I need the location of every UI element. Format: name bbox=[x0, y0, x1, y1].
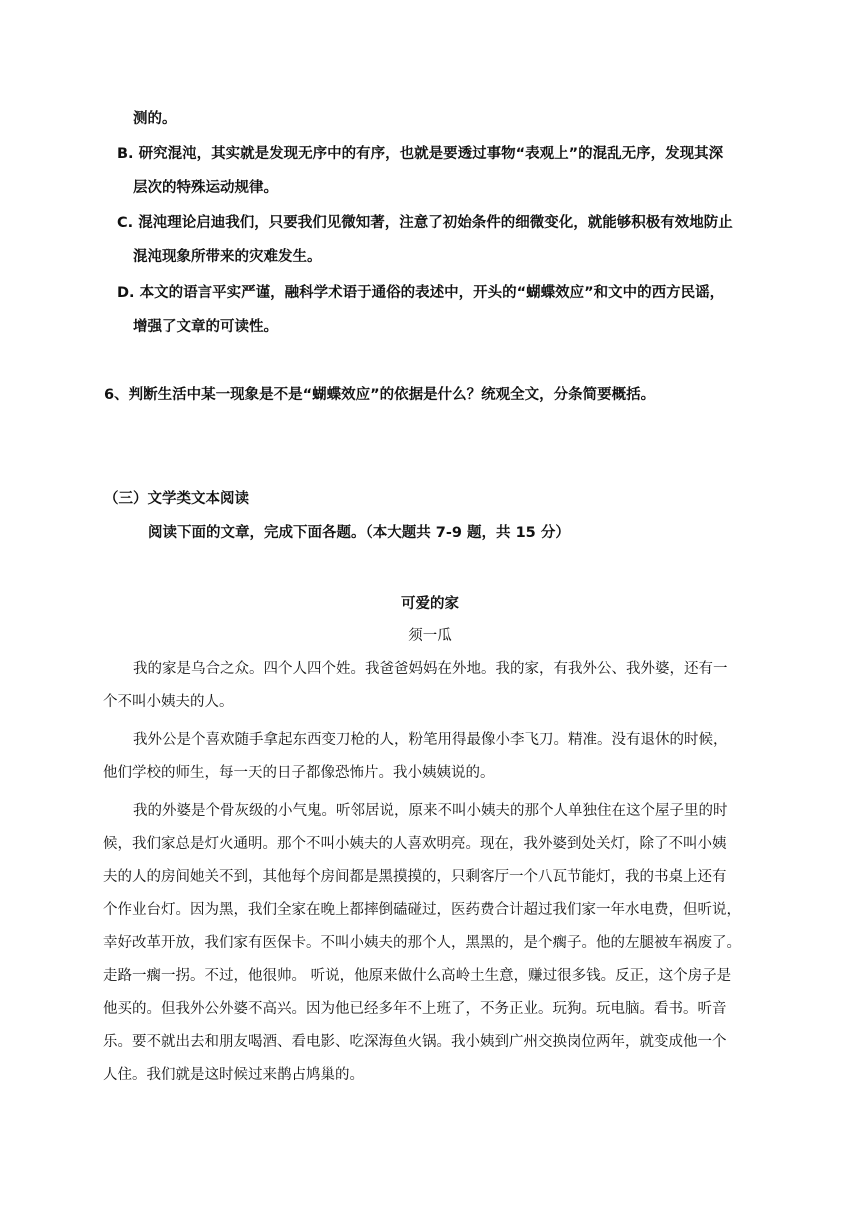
article-p2-line2: 他们学校的师生，每一天的日子都像恐怖片。我小姨姨说的。 bbox=[103, 765, 495, 781]
option-c-line1: C. 混沌理论启迪我们，只要我们见微知著，注意了初始条件的细微变化，就能够积极有效地防止 bbox=[117, 215, 733, 231]
option-b-line1: B. 研究混沌，其实就是发现无序中的有序，也就是要透过事物“表观上”的混乱无序，发现其深 bbox=[117, 146, 724, 162]
section-instruction: 阅读下面的文章，完成下面各题。（本大题共 7-9 题，共 15 分） bbox=[148, 525, 570, 541]
article-p3-line6: 走路一瘸一拐。不过，他很帅。 听说，他原来做什么高岭土生意，赚过很多钱。反正，这个房子是 bbox=[103, 968, 732, 984]
option-a-tail: 测的。 bbox=[133, 111, 177, 127]
section-heading: （三）文学类文本阅读 bbox=[104, 491, 249, 507]
article-p3-line2: 候，我们家总是灯火通明。那个不叫小姨夫的人喜欢明亮。现在，我外婆到处关灯，除了不叫小姨 bbox=[103, 836, 727, 852]
article-p3-line3: 夫的人的房间她关不到，其他每个房间都是黑摸摸的，只剩客厅一个八瓦节能灯，我的书桌上还有 bbox=[103, 869, 727, 885]
option-c-line2: 混沌现象所带来的灾难发生。 bbox=[133, 249, 322, 265]
option-d-line1: D. 本文的语言平实严谨，融科学术语于通俗的表述中，开头的“蝴蝶效应”和文中的西方民谣， bbox=[117, 285, 725, 301]
article-p3-line8: 乐。要不就出去和朋友喝酒、看电影、吃深海鱼火锅。我小姨到广州交换岗位两年，就变成他一个 bbox=[103, 1034, 727, 1050]
article-p3-line4: 个作业台灯。因为黑，我们全家在晚上都摔倒磕碰过，医药费合计超过我们家一年水电费，但听说， bbox=[103, 902, 741, 918]
option-b-line2: 层次的特殊运动规律。 bbox=[133, 180, 278, 196]
article-p3-line1: 我的外婆是个骨灰级的小气鬼。听邻居说，原来不叫小姨夫的那个人单独住在这个屋子里的时 bbox=[133, 803, 728, 819]
article-p3-line5: 幸好改革开放，我们家有医保卡。不叫小姨夫的那个人，黑黑的，是个瘸子。他的左腿被车祸废了。 bbox=[103, 935, 741, 951]
article-p2-line1: 我外公是个喜欢随手拿起东西变刀枪的人，粉笔用得最像小李飞刀。精准。没有退休的时候， bbox=[133, 732, 728, 748]
option-d-line2: 增强了文章的可读性。 bbox=[133, 319, 278, 335]
question-6: 6、判断生活中某一现象是不是“蝴蝶效应”的依据是什么？统观全文，分条简要概括。 bbox=[104, 387, 656, 403]
article-p1-line2: 个不叫小姨夫的人。 bbox=[103, 694, 234, 710]
article-p3-line9: 人住。我们就是这时候过来鹊占鸠巢的。 bbox=[103, 1067, 364, 1083]
article-title: 可爱的家 bbox=[401, 596, 459, 612]
article-author: 须一瓜 bbox=[408, 628, 452, 644]
article-p1-line1: 我的家是乌合之众。四个人四个姓。我爸爸妈妈在外地。我的家，有我外公、我外婆，还有一 bbox=[133, 661, 728, 677]
article-p3-line7: 他买的。但我外公外婆不高兴。因为他已经多年不上班了，不务正业。玩狗。玩电脑。看书。听音 bbox=[103, 1001, 727, 1017]
